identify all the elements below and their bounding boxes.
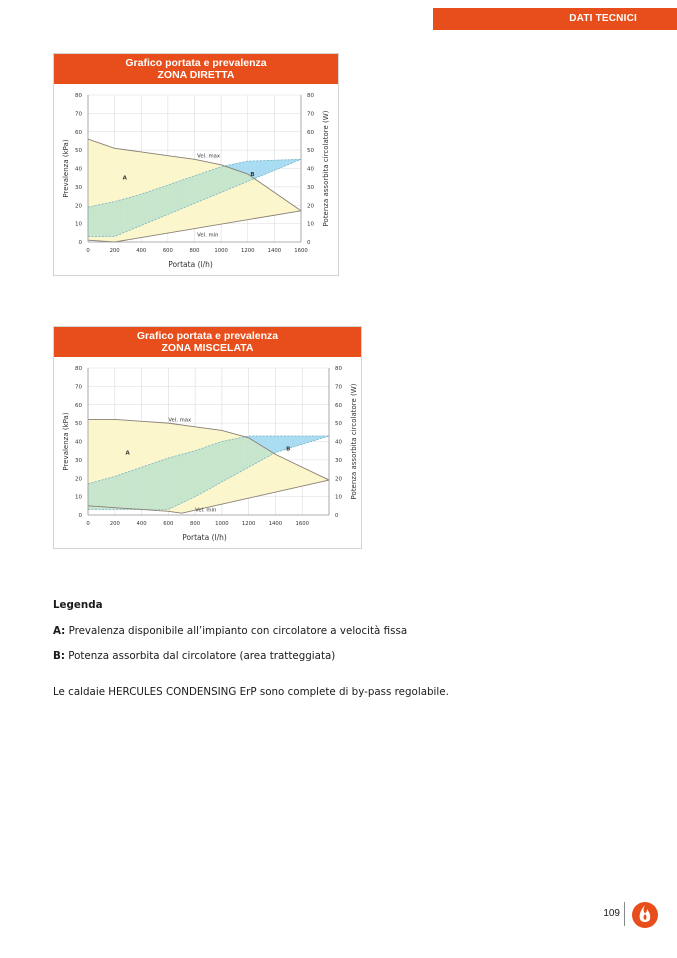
region-overlap-area xyxy=(207,446,208,490)
region-overlap-area xyxy=(230,440,231,478)
region-overlap-area xyxy=(262,446,263,460)
y-right-tick-label: 40 xyxy=(307,166,314,173)
region-overlap-area xyxy=(206,447,207,491)
region-b-area xyxy=(273,436,274,453)
region-overlap-area xyxy=(132,470,133,510)
x-tick-label: 1400 xyxy=(267,248,282,254)
region-overlap-area xyxy=(159,461,160,510)
region-overlap-area xyxy=(191,451,192,498)
x-tick-label: 1200 xyxy=(241,248,255,254)
region-overlap-area xyxy=(175,456,176,506)
region-overlap-area xyxy=(225,441,226,481)
bypass-note: Le caldaie HERCULES CONDENSING ErP sono complete di by-pass regolabile. xyxy=(53,686,449,698)
region-overlap-area xyxy=(120,474,121,509)
chart-title-line2: ZONA MISCELATA xyxy=(161,342,254,354)
region-overlap-area xyxy=(93,482,94,510)
x-tick-label: 600 xyxy=(163,521,174,527)
region-overlap-area xyxy=(195,450,196,496)
legend-item-a xyxy=(53,625,613,637)
region-overlap-area xyxy=(95,482,96,510)
x-tick-label: 400 xyxy=(136,248,147,254)
region-overlap-area xyxy=(178,455,179,505)
x-tick-label: 1000 xyxy=(214,248,228,254)
y-right-tick-label: 60 xyxy=(307,129,314,136)
chart-title-line1: Grafico portata e prevalenza xyxy=(125,57,267,69)
region-b-area xyxy=(266,436,267,449)
y-left-tick-label: 70 xyxy=(75,111,82,118)
region-overlap-area xyxy=(241,437,242,471)
region-overlap-area xyxy=(200,448,201,493)
y-left-tick-label: 50 xyxy=(75,421,82,428)
region-overlap-area xyxy=(199,449,200,495)
region-overlap-area xyxy=(115,476,116,510)
region-overlap-area xyxy=(172,457,173,508)
y-left-tick-label: 0 xyxy=(78,513,82,519)
legend-key-b: B: xyxy=(53,650,65,662)
y-left-axis-label: Prevalenza (kPa) xyxy=(62,412,70,471)
y-left-tick-label: 60 xyxy=(75,129,82,136)
region-overlap-area xyxy=(130,471,131,510)
chart-title-line2: ZONA DIRETTA xyxy=(157,69,235,81)
region-overlap-area xyxy=(184,453,185,502)
region-overlap-area xyxy=(91,483,92,510)
region-overlap-area xyxy=(179,455,180,505)
region-overlap-area xyxy=(136,469,137,510)
region-overlap-area xyxy=(150,464,151,509)
y-right-tick-label: 80 xyxy=(335,366,342,372)
region-b-area xyxy=(275,436,276,453)
y-right-tick-label: 30 xyxy=(335,457,342,464)
region-overlap-area xyxy=(166,458,167,509)
y-right-tick-label: 20 xyxy=(335,476,342,483)
x-tick-label: 0 xyxy=(86,248,90,254)
region-overlap-area xyxy=(188,452,189,500)
region-overlap-area xyxy=(144,466,145,510)
region-overlap-area xyxy=(162,460,163,510)
region-overlap-area xyxy=(134,470,135,510)
region-overlap-area xyxy=(235,438,236,474)
region-overlap-area xyxy=(155,462,156,509)
region-overlap-area xyxy=(255,442,256,464)
region-overlap-area xyxy=(227,440,228,479)
y-left-axis-label: Prevalenza (kPa) xyxy=(62,139,70,198)
region-b-area xyxy=(304,436,305,444)
region-overlap-area xyxy=(103,479,104,509)
region-overlap-area xyxy=(92,482,93,509)
region-overlap-area xyxy=(194,451,195,498)
region-b-area xyxy=(283,436,284,450)
y-left-tick-label: 40 xyxy=(75,439,82,446)
x-tick-label: 1600 xyxy=(295,521,309,527)
region-overlap-area xyxy=(242,437,243,471)
region-b-area xyxy=(314,436,315,441)
region-overlap-area xyxy=(96,481,97,509)
region-overlap-area xyxy=(186,453,187,501)
region-overlap-area xyxy=(218,442,219,484)
region-overlap-area xyxy=(119,475,120,510)
x-tick-label: 400 xyxy=(136,521,147,527)
region-b-label: B xyxy=(250,171,255,178)
region-overlap-area xyxy=(213,444,214,487)
region-b-area xyxy=(267,436,268,450)
section-title: DATI TECNICI xyxy=(569,13,637,24)
region-b-area xyxy=(316,436,317,440)
y-right-tick-label: 10 xyxy=(307,221,314,228)
region-overlap-area xyxy=(163,459,164,509)
region-overlap-area xyxy=(109,478,110,510)
region-overlap-area xyxy=(123,473,124,509)
chart-zona-miscelata xyxy=(53,326,362,549)
region-overlap-area xyxy=(209,446,210,490)
region-b-area xyxy=(278,436,279,452)
region-overlap-area xyxy=(237,438,238,474)
region-overlap-area xyxy=(214,444,215,487)
y-right-tick-label: 70 xyxy=(307,111,314,118)
region-overlap-area xyxy=(258,444,259,462)
region-overlap-area xyxy=(219,442,220,483)
region-b-area xyxy=(312,436,313,441)
region-b-area xyxy=(306,436,307,443)
x-tick-label: 600 xyxy=(162,248,173,254)
region-overlap-area xyxy=(180,454,181,503)
region-overlap-area xyxy=(215,443,216,485)
region-overlap-area xyxy=(112,477,113,510)
x-tick-label: 200 xyxy=(109,521,120,527)
region-overlap-area xyxy=(128,471,129,509)
region-overlap-area xyxy=(245,437,246,470)
region-overlap-area xyxy=(222,441,223,482)
y-left-tick-label: 70 xyxy=(75,384,82,391)
region-overlap-area xyxy=(125,472,126,509)
region-b-area xyxy=(318,436,319,439)
region-b-label: B xyxy=(286,446,291,453)
region-overlap-area xyxy=(246,437,247,469)
region-overlap-area xyxy=(231,439,232,476)
region-overlap-area xyxy=(99,480,100,509)
x-tick-label: 0 xyxy=(86,521,90,527)
region-overlap-area xyxy=(254,441,255,464)
y-left-tick-label: 50 xyxy=(75,148,82,155)
region-overlap-area xyxy=(174,456,175,507)
region-overlap-area xyxy=(217,443,218,485)
region-overlap-area xyxy=(251,439,252,465)
vel-max-label: Vel. max xyxy=(197,153,221,160)
region-overlap-area xyxy=(253,440,254,465)
y-right-tick-label: 10 xyxy=(335,494,342,501)
region-b-area xyxy=(309,436,310,442)
region-overlap-area xyxy=(210,445,211,488)
region-overlap-area xyxy=(100,480,101,509)
x-axis-label: Portata (l/h) xyxy=(182,533,227,542)
region-overlap-area xyxy=(151,464,152,510)
x-tick-label: 1400 xyxy=(268,521,283,527)
y-left-tick-label: 20 xyxy=(75,476,82,483)
region-b-area xyxy=(279,436,280,451)
region-overlap-area xyxy=(135,469,136,509)
region-overlap-area xyxy=(187,453,188,501)
x-tick-label: 800 xyxy=(189,248,200,254)
chart-title xyxy=(54,54,338,84)
x-tick-label: 200 xyxy=(109,248,120,254)
region-overlap-area xyxy=(148,464,149,509)
region-overlap-area xyxy=(117,475,118,509)
y-right-tick-label: 20 xyxy=(307,203,314,210)
region-b-area xyxy=(271,436,272,453)
chart-plot xyxy=(54,357,361,548)
region-overlap-area xyxy=(233,439,234,476)
region-overlap-area xyxy=(116,475,117,509)
page-divider xyxy=(624,902,625,926)
legend-text-a: Prevalenza disponibile all’impianto con circolatore a velocità fissa xyxy=(68,625,408,637)
region-overlap-area xyxy=(97,481,98,510)
region-overlap-area xyxy=(138,468,139,509)
region-overlap-area xyxy=(204,447,205,491)
region-overlap-area xyxy=(104,479,105,510)
x-axis-label: Portata (l/h) xyxy=(168,260,213,269)
y-left-tick-label: 40 xyxy=(75,166,82,173)
region-overlap-area xyxy=(143,466,144,509)
region-overlap-area xyxy=(121,474,122,510)
region-overlap-area xyxy=(203,447,204,492)
region-overlap-area xyxy=(265,448,266,459)
region-b-area xyxy=(274,436,275,453)
region-b-area xyxy=(290,436,291,448)
vel-min-label: Vel. min xyxy=(197,232,219,239)
region-overlap-area xyxy=(154,463,155,510)
region-overlap-area xyxy=(152,463,153,509)
region-overlap-area xyxy=(176,455,177,505)
y-left-tick-label: 20 xyxy=(75,203,82,210)
region-overlap-area xyxy=(211,445,212,488)
y-right-axis-label: Potenza assorbita circolatore (W) xyxy=(350,383,358,500)
x-tick-label: 1600 xyxy=(294,248,308,254)
y-right-tick-label: 0 xyxy=(335,513,339,519)
y-left-tick-label: 0 xyxy=(78,240,82,246)
region-overlap-area xyxy=(127,472,128,510)
legend-item-b xyxy=(53,650,613,662)
region-b-area xyxy=(294,436,295,447)
region-b-area xyxy=(293,436,294,447)
region-overlap-area xyxy=(198,449,199,495)
section-header xyxy=(433,8,677,30)
region-overlap-area xyxy=(107,478,108,509)
y-left-tick-label: 10 xyxy=(75,221,82,228)
y-left-tick-label: 10 xyxy=(75,494,82,501)
region-b-area xyxy=(270,436,271,452)
region-overlap-area xyxy=(147,465,148,510)
region-overlap-area xyxy=(170,457,171,509)
y-left-tick-label: 80 xyxy=(75,366,82,372)
region-overlap-area xyxy=(146,465,147,509)
legend-text-b: Potenza assorbita dal circolatore (area tratteggiata) xyxy=(68,650,336,662)
region-overlap-area xyxy=(250,439,251,467)
region-overlap-area xyxy=(266,449,267,458)
region-overlap-area xyxy=(168,458,169,510)
region-overlap-area xyxy=(171,457,172,508)
region-overlap-area xyxy=(261,445,262,460)
region-overlap-area xyxy=(263,447,264,459)
region-overlap-area xyxy=(247,437,248,468)
region-b-area xyxy=(265,436,266,449)
region-b-area xyxy=(261,436,262,446)
y-left-tick-label: 60 xyxy=(75,402,82,409)
region-b-area xyxy=(305,436,306,443)
region-b-area xyxy=(269,436,270,451)
legend-title: Legenda xyxy=(53,599,103,611)
region-b-area xyxy=(297,436,298,446)
y-left-tick-label: 30 xyxy=(75,457,82,464)
region-overlap-area xyxy=(239,438,240,473)
y-right-tick-label: 70 xyxy=(335,384,342,391)
region-overlap-area xyxy=(196,450,197,496)
x-tick-label: 1000 xyxy=(215,521,229,527)
region-overlap-area xyxy=(101,480,102,510)
region-b-area xyxy=(258,436,259,444)
region-overlap-area xyxy=(158,461,159,509)
vel-max-label: Vel. max xyxy=(168,417,192,424)
y-left-tick-label: 30 xyxy=(75,184,82,191)
y-right-tick-label: 50 xyxy=(335,421,342,428)
region-b-area xyxy=(292,436,293,448)
region-overlap-area xyxy=(108,478,109,510)
region-overlap-area xyxy=(167,458,168,509)
y-right-tick-label: 50 xyxy=(307,148,314,155)
region-b-area xyxy=(262,436,263,447)
region-b-area xyxy=(308,436,309,443)
region-overlap-area xyxy=(257,443,258,463)
region-overlap-area xyxy=(160,460,161,509)
region-b-area xyxy=(301,436,302,445)
flame-logo-icon xyxy=(631,901,659,929)
region-b-area xyxy=(302,436,303,444)
x-tick-label: 1200 xyxy=(241,521,256,527)
chart-zona-diretta xyxy=(53,53,339,276)
y-right-tick-label: 0 xyxy=(307,240,311,246)
region-overlap-area xyxy=(113,476,114,509)
region-overlap-area xyxy=(140,467,141,509)
region-b-area xyxy=(277,436,278,452)
chart-title xyxy=(54,327,361,357)
region-b-area xyxy=(298,436,299,446)
region-b-area xyxy=(281,436,282,451)
region-b-area xyxy=(300,436,301,445)
y-right-tick-label: 60 xyxy=(335,402,342,409)
y-right-axis-label: Potenza assorbita circolatore (W) xyxy=(322,110,330,227)
region-overlap-area xyxy=(111,477,112,509)
y-right-tick-label: 40 xyxy=(335,439,342,446)
region-overlap-area xyxy=(131,470,132,509)
region-b-area xyxy=(310,436,311,442)
y-left-tick-label: 80 xyxy=(75,93,82,99)
region-b-area xyxy=(282,436,283,450)
region-overlap-area xyxy=(156,462,157,510)
region-overlap-area xyxy=(238,438,239,473)
vel-min-label: Vel. min xyxy=(195,507,217,514)
region-overlap-area xyxy=(223,441,224,481)
region-a-label: A xyxy=(125,450,130,457)
y-right-tick-label: 30 xyxy=(307,184,314,191)
region-overlap-area xyxy=(139,468,140,510)
region-overlap-area xyxy=(226,440,227,479)
region-overlap-area xyxy=(259,444,260,461)
region-overlap-area xyxy=(183,454,184,503)
page-number: 109 xyxy=(603,908,620,919)
region-overlap-area xyxy=(124,473,125,510)
region-overlap-area xyxy=(234,439,235,476)
region-overlap-area xyxy=(164,459,165,510)
region-b-area xyxy=(259,436,260,445)
y-right-tick-label: 80 xyxy=(307,93,314,99)
region-overlap-area xyxy=(190,452,191,499)
legend-key-a: A: xyxy=(53,625,66,637)
region-overlap-area xyxy=(182,454,183,503)
region-b-area xyxy=(263,436,264,448)
x-tick-label: 800 xyxy=(190,521,201,527)
region-overlap-area xyxy=(202,448,203,493)
region-a-label: A xyxy=(122,175,127,182)
region-overlap-area xyxy=(229,440,230,478)
region-overlap-area xyxy=(221,442,222,483)
chart-plot xyxy=(54,84,338,275)
region-overlap-area xyxy=(192,451,193,498)
region-overlap-area xyxy=(142,467,143,510)
chart-title-line1: Grafico portata e prevalenza xyxy=(136,330,279,342)
region-overlap-area xyxy=(249,438,250,467)
region-b-area xyxy=(296,436,297,446)
region-overlap-area xyxy=(243,437,244,470)
legend xyxy=(53,599,613,698)
region-overlap-area xyxy=(105,479,106,510)
